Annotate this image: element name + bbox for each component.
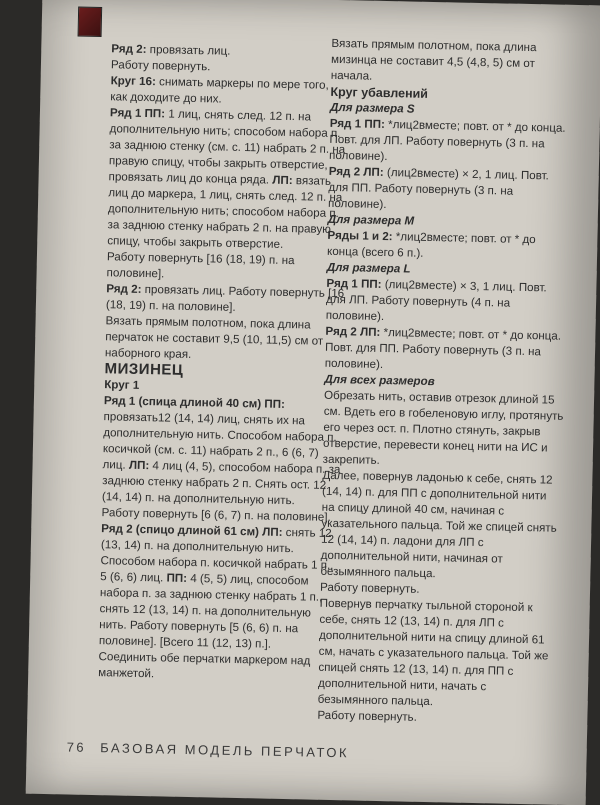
paragraph: Вязать прямым полотном, пока длина перчаток не составит 9,5 (10, 11,5) см от наборного края.	[104, 314, 324, 361]
paragraph	[325, 324, 566, 377]
running-title: БАЗОВАЯ МОДЕЛЬ ПЕРЧАТОК	[100, 740, 350, 761]
row-label: Ряд 2:	[111, 42, 147, 56]
paragraph	[107, 105, 348, 254]
size-heading: Для размера M	[327, 212, 415, 228]
paragraph: Обрезать нить, оставив отрезок длиной 15 см. Вдеть его в гобеленовую иглу, протянуть его через ост. п. Плотно стянуть, закрыв отверстие, перевести конец нити на ИС и закрепить.	[322, 388, 564, 467]
paragraph: Работу повернуть [16 (18, 19) п. на половине].	[106, 250, 295, 281]
row-label: Ряды 1 и 2:	[327, 228, 393, 244]
paragraph	[326, 276, 567, 329]
row-label: Ряд 1 ПП:	[326, 276, 382, 291]
paragraph	[102, 393, 342, 510]
row-text: *лиц2вместе; повт. от * до конца. Повт. для ЛП. Работу повернуть (3 п. на половине).	[328, 118, 566, 164]
paragraph	[329, 116, 570, 169]
paragraph: Работу повернуть.	[110, 58, 211, 74]
row-text: (лиц2вместе) × 3, 1 лиц. Повт. для ЛП. Работу повернуть (4 п. на половине).	[325, 277, 547, 324]
row-label: Ряд 2:	[106, 282, 142, 296]
row-label: Ряд 2 ЛП:	[328, 164, 384, 179]
row-label: Ряд 1 (спица длиной 40 см) ПП:	[103, 394, 286, 411]
paragraph: Работу повернуть.	[319, 580, 420, 596]
paragraph: Работу повернуть.	[317, 708, 418, 724]
corner-image	[78, 7, 103, 37]
row-text: вязать лиц до маркера, 1 лиц, снять след. 12 п. на дополнительную нить; способом набора п. за заднюю стенку набрать 2 п. на правую спицу, чтобы закрыть отверстие.	[107, 174, 343, 251]
row-label: ЛП:	[128, 458, 150, 473]
size-heading: Для всех размеров	[324, 372, 435, 389]
section-heading: МИЗИНЕЦ	[104, 360, 184, 379]
row-label: Круг 16:	[110, 74, 157, 89]
paragraph	[99, 521, 340, 654]
size-heading: Для размера L	[326, 260, 411, 276]
row-label: ЛП:	[272, 173, 293, 188]
row-label: ПП:	[166, 571, 188, 585]
row-text: *лиц2вместе; повт. от * до конца (всего 6 п.).	[326, 230, 536, 260]
paragraph: Работу повернуть [6 (6, 7) п. на половине].	[101, 506, 331, 524]
book-page	[26, 0, 600, 805]
paragraph: Соединить обе перчатки маркером над манжетой.	[98, 650, 311, 681]
row-text: провязать лиц.	[146, 42, 231, 58]
row-text: 4 (5, 5) лиц, способом набора п. за заднюю стенку набрать 1 п., снять 12 (13, 14) п. на дополнительную нить. Работу повернуть [5 (6, 6) п. на половине]. [Всего 11 (12, 13) п.].	[98, 571, 323, 651]
row-text: снимать маркеры по мере того, как доходите до них.	[110, 75, 329, 106]
page-footer	[67, 739, 350, 760]
paragraph: Вязать прямым полотном, пока длина мизинца не составит 4,5 (4,8, 5) см от начала.	[330, 36, 537, 83]
right-column	[317, 36, 571, 729]
row-text: провязать12 (14, 14) лиц, снять их на дополнительную нить. Способом набора п. косичкой (см. с. 11) набрать 2 п., 6 (6, 7) лиц.	[102, 410, 337, 472]
paragraph	[106, 281, 345, 318]
row-label: Ряд 2 ЛП:	[325, 324, 381, 339]
paragraph: Далее, повернув ладонью к себе, снять 12 (14, 14) п. для ПП с дополнительной нити на спицу длиной 40 см, начиная с указательного пальца. Той же спицей снять 12 (14, 14) п. ладони для ЛП с дополнительной нити, начиная от безымянного пальца.	[320, 468, 557, 581]
row-label: Ряд 1 ПП:	[329, 116, 386, 132]
subheading: Круг 1	[104, 378, 140, 392]
section-heading: Круг убавлений	[330, 84, 429, 101]
row-text: снять 12 (13, 14) п. на дополнительную нить. Способом набора п. косичкой набрать 1 п., 5 (6, 6) лиц.	[100, 525, 334, 585]
row-label: Ряд 2 (спицо длиной 61 см) ЛП:	[101, 522, 283, 539]
row-text: провязать лиц. Работу повернуть [16 (18, 19) п. на половине].	[105, 282, 345, 314]
page-number: 76	[66, 739, 87, 755]
paragraph	[327, 228, 568, 265]
row-text: 4 лиц (4, 5), способом набора п. за заднюю стенку набрать 2 п. Снять ост. 12 (14, 14) п. на дополнительную нить.	[101, 459, 341, 508]
size-heading: Для размера S	[329, 100, 415, 116]
row-text: 1 лиц, снять след. 12 п. на дополнительную нить; способом набора п. за заднюю стенку (см. с. 11) набрать 2 п. на правую спицу, чтобы закрыть отверстие, провязать лиц до конца ряда.	[108, 107, 346, 187]
paragraph	[328, 164, 569, 217]
left-column	[98, 41, 349, 686]
paragraph: Повернув перчатку тыльной стороной к себе, снять 12 (13, 14) п. для ЛП с дополнительной нити на спицу длиной 61 см, начать с указательного пальца. Той же спицей снять 12 (13, 14) п. для ПП с дополнительной нити, начать с безымянного пальца.	[317, 596, 549, 709]
paragraph	[110, 73, 349, 110]
row-text: (лиц2вместе) × 2, 1 лиц. Повт. для ПП. Работу повернуть (3 п. на половине).	[327, 165, 549, 212]
row-label: Ряд 1 ПП:	[109, 106, 166, 121]
row-text: *лиц2вместе; повт. от * до конца. Повт. для ПП. Работу повернуть (3 п. на половине).	[324, 325, 562, 372]
